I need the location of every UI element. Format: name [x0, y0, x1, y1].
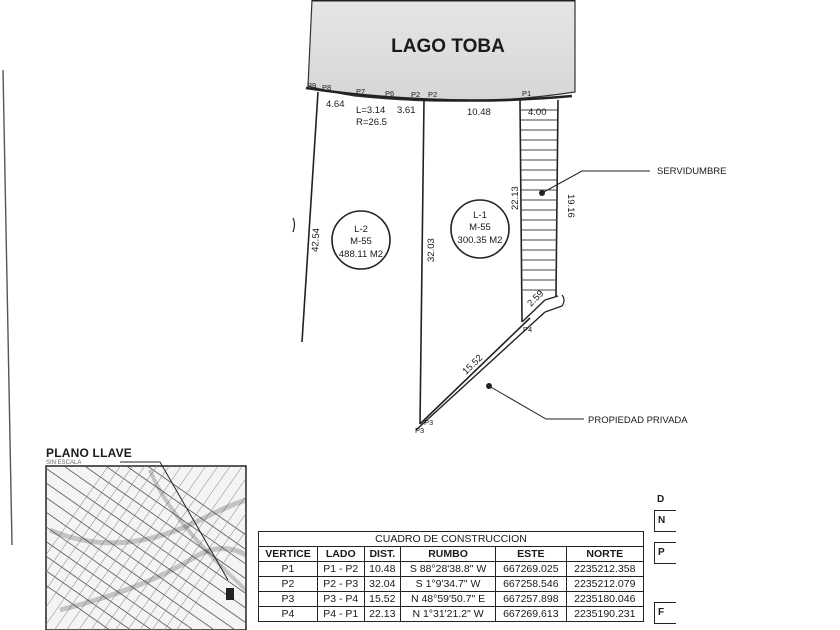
table-cell: P4 - P1	[317, 607, 364, 622]
servidumbre-label: SERVIDUMBRE	[657, 166, 727, 177]
table-cell: P3 - P4	[317, 592, 364, 607]
table-cell: 2235190.231	[566, 607, 643, 622]
lot-area: 300.35 M2	[457, 235, 503, 246]
dim-label: 10.48	[467, 107, 491, 118]
table-cell: 2235212.358	[566, 562, 643, 577]
table-row	[259, 562, 644, 577]
table-cell: P3	[259, 592, 318, 607]
dim-label: L=3.14	[356, 105, 386, 116]
construction-table	[258, 531, 644, 622]
vertex-label: P9	[307, 81, 317, 90]
column-header: ESTE	[496, 547, 567, 562]
p3-p4-boundary	[420, 318, 533, 424]
servidumbre-hatch	[521, 110, 557, 290]
dim-label: 42.54	[310, 227, 323, 253]
table-cell: S 1°9'34.7" W	[401, 577, 496, 592]
edge-fragment-cell: F	[654, 602, 676, 624]
dim-label: 19.16	[565, 194, 576, 218]
table-cell: 22.13	[364, 607, 400, 622]
propiedad-callout	[486, 383, 688, 426]
vertex-label: P1	[522, 89, 532, 98]
table-cell: 667258.546	[496, 577, 567, 592]
table-cell: P2	[259, 577, 318, 592]
edge-fragment-cell: P	[654, 542, 676, 564]
table-cell: 15.52	[364, 592, 400, 607]
column-header: DIST.	[364, 547, 400, 562]
lot-divider-line	[420, 100, 424, 424]
lot-area: 488.11 M2	[338, 249, 384, 260]
table-row	[259, 607, 644, 622]
table-cell: P1 - P2	[317, 562, 364, 577]
lot2-west-boundary	[302, 92, 318, 342]
table-cell: 2235212.079	[566, 577, 643, 592]
key-plan-subtitle: SIN ESCALA	[46, 460, 82, 466]
lot-id: L-2	[354, 224, 368, 235]
table-cell: 667269.025	[496, 562, 567, 577]
table-cell: 2235180.046	[566, 592, 643, 607]
dim-label: 3.61	[397, 105, 416, 116]
vertex-label: P4	[523, 325, 533, 334]
servidumbre-callout	[539, 166, 727, 196]
vertex-label: P2	[428, 90, 438, 99]
edge-fragment-cell: D	[654, 490, 675, 510]
key-plan-title: PLANO LLAVE	[46, 446, 132, 460]
table-row	[259, 577, 644, 592]
dim-label: 15.52	[460, 352, 486, 378]
table-cell: 32.04	[364, 577, 400, 592]
lot-l2-marker	[332, 211, 390, 269]
lot-id: L-1	[473, 210, 487, 221]
column-header: RUMBO	[401, 547, 496, 562]
lot-l1-marker	[451, 200, 509, 258]
table-cell: P4	[259, 607, 318, 622]
table-cell: P1	[259, 562, 318, 577]
east-boundary	[520, 100, 522, 322]
dim-label: 22.13	[510, 186, 521, 210]
table-cell: 10.48	[364, 562, 400, 577]
vertex-label: P6	[385, 89, 395, 98]
column-header: LADO	[317, 547, 364, 562]
dim-label: 4.00	[528, 107, 547, 118]
table-cell: N 1°31'21.2" W	[401, 607, 496, 622]
dim-label: R=26.5	[356, 117, 387, 128]
table-cell: S 88°28'38.8" W	[401, 562, 496, 577]
table-cell: P2 - P3	[317, 577, 364, 592]
dim-label: 32.03	[426, 238, 437, 262]
dim-label: 2.59	[525, 288, 547, 310]
column-header: NORTE	[566, 547, 643, 562]
table-cell: 667257.898	[496, 592, 567, 607]
vertex-label: P7	[356, 87, 366, 96]
dim-label: 4.64	[326, 99, 345, 110]
vertex-label: P8	[322, 83, 332, 92]
edge-table-fragment	[650, 490, 672, 630]
sheet-left-border	[3, 70, 12, 545]
table-row	[259, 592, 644, 607]
column-header: VERTICE	[259, 547, 318, 562]
table-cell: 667269.613	[496, 607, 567, 622]
vertex-label: P3	[415, 426, 425, 435]
lot-block: M-55	[469, 222, 491, 233]
vertex-label: P2	[411, 90, 421, 99]
table-cell: N 48°59'50.7" E	[401, 592, 496, 607]
table-title: CUADRO DE CONSTRUCCION	[259, 532, 644, 547]
propiedad-label: PROPIEDAD PRIVADA	[588, 415, 688, 426]
lot-block: M-55	[350, 236, 372, 247]
edge-fragment-cell: N	[654, 510, 676, 532]
vertex-label: P3	[424, 418, 434, 427]
lake-name-label: LAGO TOBA	[391, 36, 505, 57]
